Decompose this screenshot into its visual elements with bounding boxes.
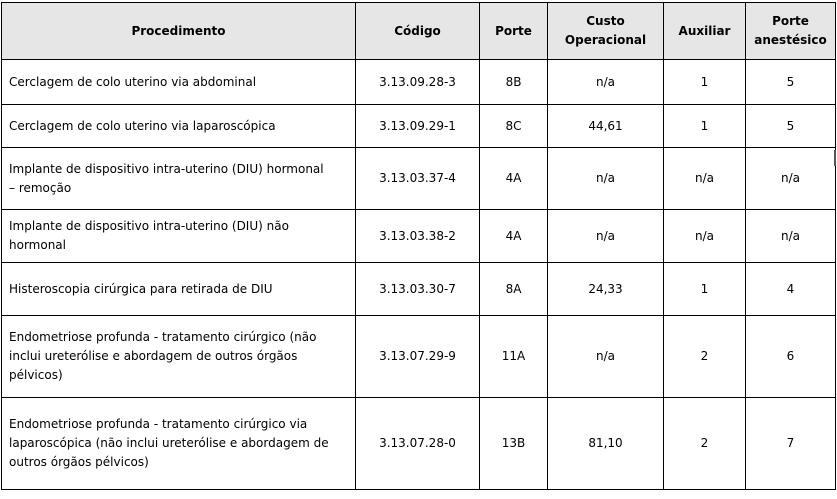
cell-auxiliar: 2 (664, 316, 746, 398)
procedimento-line: Endometriose profunda - tratamento cirúrgico (não (9, 330, 317, 344)
procedimento-line: Implante de dispositivo intra-uterino (DIU) não (9, 219, 289, 233)
cell-porte: 8A (480, 263, 548, 316)
cell-auxiliar: n/a (664, 148, 746, 210)
cell-porte-anestesico: 4 (746, 263, 836, 316)
cell-custo: 24,33 (548, 263, 664, 316)
cell-porte: 13B (480, 398, 548, 490)
cell-auxiliar: 2 (664, 398, 746, 490)
cell-procedimento (2, 210, 356, 263)
header-porte-anestesico-line2: anestésico (754, 33, 827, 47)
cell-porte-anestesico: 7 (746, 398, 836, 490)
cell-custo: n/a (548, 210, 664, 263)
table-row (2, 398, 836, 490)
table-body (2, 60, 836, 490)
cell-porte-anestesico: n/a (746, 210, 836, 263)
cell-custo: 44,61 (548, 105, 664, 148)
procedures-table (1, 2, 836, 490)
cell-porte: 4A (480, 148, 548, 210)
cell-procedimento: Cerclagem de colo uterino via laparoscópica (2, 105, 356, 148)
cell-porte-anestesico: 5 (746, 60, 836, 105)
cell-auxiliar: 1 (664, 105, 746, 148)
cell-custo: n/a (548, 148, 664, 210)
cell-codigo: 3.13.09.28-3 (356, 60, 480, 105)
procedimento-line: Endometriose profunda - tratamento cirúrgico via (9, 417, 308, 431)
procedimento-line: outros órgãos pélvicos) (9, 455, 149, 469)
header-codigo: Código (356, 3, 480, 60)
header-porte: Porte (480, 3, 548, 60)
cell-procedimento (2, 398, 356, 490)
cell-procedimento (2, 316, 356, 398)
cell-porte-anestesico: 5 (746, 105, 836, 148)
header-custo-line1: Custo (586, 14, 625, 28)
cell-porte-anestesico: 6 (746, 316, 836, 398)
cell-porte: 8B (480, 60, 548, 105)
header-porte-anestesico (746, 3, 836, 60)
table-row (2, 148, 836, 210)
cell-porte-anestesico: n/a (746, 148, 836, 210)
header-custo-line2: Operacional (564, 33, 647, 47)
cell-codigo: 3.13.09.29-1 (356, 105, 480, 148)
cell-custo: 81,10 (548, 398, 664, 490)
header-procedimento: Procedimento (2, 3, 356, 60)
table-row (2, 210, 836, 263)
table-row (2, 263, 836, 316)
cell-porte: 8C (480, 105, 548, 148)
procedimento-line: – remoção (9, 180, 72, 195)
procedimento-line: inclui ureterólise e abordagem de outros órgãos (9, 349, 298, 363)
cell-procedimento: Histeroscopia cirúrgica para retirada de DIU (2, 263, 356, 316)
cell-codigo: 3.13.03.37-4 (356, 148, 480, 210)
cell-codigo: 3.13.03.38-2 (356, 210, 480, 263)
cell-codigo: 3.13.03.30-7 (356, 263, 480, 316)
procedimento-line: Implante de dispositivo intra-uterino (DIU) hormonal (9, 161, 324, 176)
header-custo-operacional (548, 3, 664, 60)
cell-auxiliar: 1 (664, 263, 746, 316)
cell-porte: 11A (480, 316, 548, 398)
cell-codigo: 3.13.07.29-9 (356, 316, 480, 398)
procedimento-line: hormonal (9, 238, 66, 252)
cell-custo: n/a (548, 316, 664, 398)
cell-auxiliar: 1 (664, 60, 746, 105)
cell-custo: n/a (548, 60, 664, 105)
text-cursor-mark (834, 150, 836, 166)
header-porte-anestesico-line1: Porte (772, 14, 809, 28)
table-row (2, 105, 836, 148)
cell-codigo: 3.13.07.28-0 (356, 398, 480, 490)
header-row (2, 3, 836, 60)
cell-porte: 4A (480, 210, 548, 263)
cell-auxiliar: n/a (664, 210, 746, 263)
procedimento-line: laparoscópica (não inclui ureterólise e abordagem de (9, 436, 329, 450)
header-auxiliar: Auxiliar (664, 3, 746, 60)
table-row (2, 60, 836, 105)
table-row (2, 316, 836, 398)
cell-procedimento: Cerclagem de colo uterino via abdominal (2, 60, 356, 105)
table-header (2, 3, 836, 60)
cell-procedimento (2, 148, 356, 210)
procedimento-line: pélvicos) (9, 368, 63, 382)
